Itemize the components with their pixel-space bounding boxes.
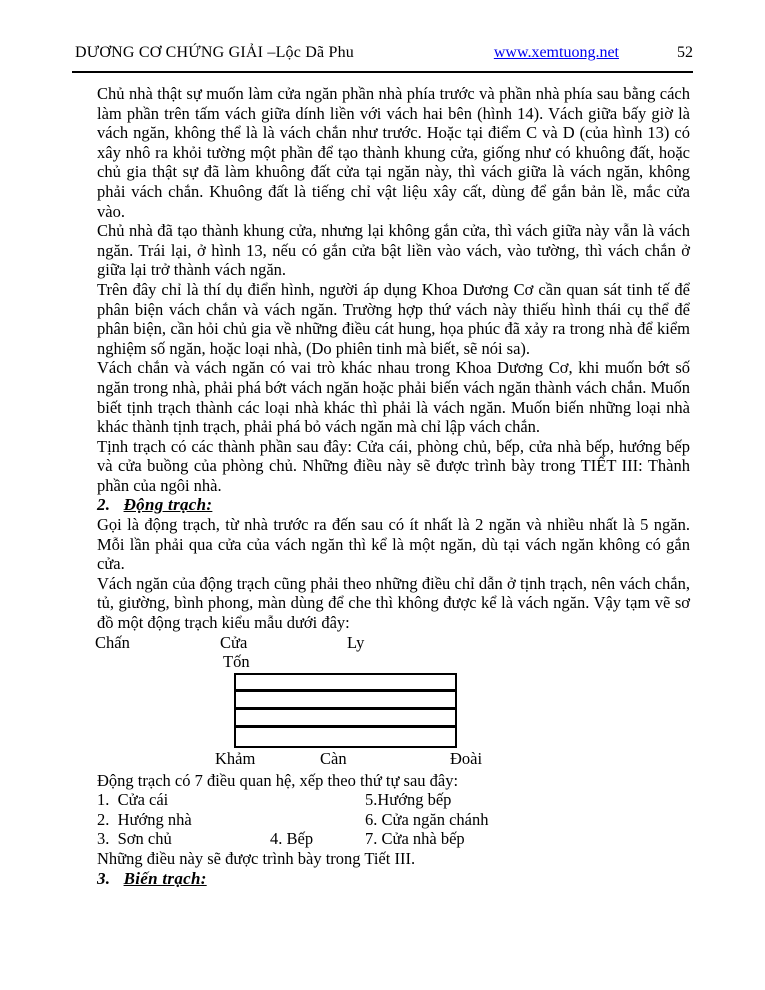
relations-row — [97, 810, 690, 830]
relation-item: 2. Hướng nhà — [97, 809, 192, 829]
document-body — [97, 84, 690, 888]
relation-item: 6. Cửa ngăn chánh — [365, 809, 489, 829]
relations-row — [97, 829, 690, 849]
section-heading-dong-trach — [97, 495, 690, 515]
relations-row — [97, 790, 690, 810]
book-title: DƯƠNG CƠ CHỨNG GIẢI –Lộc Dã Phu — [75, 44, 355, 61]
relation-item: 4. Bếp — [270, 829, 314, 849]
section-number: 3. — [97, 868, 111, 888]
diagram-label-ton: Tốn — [223, 651, 250, 671]
relation-item: 5.Hướng bếp — [365, 790, 452, 810]
diagram-label-ly: Ly — [347, 632, 365, 652]
paragraph: Tịnh trạch có các thành phần sau đây: Cửa cái, phòng chủ, bếp, cửa nhà bếp, hướng bếp và cửa buồng của phòng chủ. Những điều này sẽ được trình bày trong TIẾT III: Thành phần của ngôi nhà. — [97, 436, 690, 495]
section-number: 2. — [97, 495, 111, 515]
diagram-label-chan: Chấn — [95, 632, 130, 652]
diagram-label-cua: Cửa — [220, 632, 248, 652]
diagram-label-doai: Đoài — [450, 748, 483, 768]
paragraph: Trên đây chỉ là thí dụ điển hình, người áp dụng Khoa Dương Cơ cần quan sát tinh tế để phân biện vách chắn và vách ngăn. Trường hợp thứ vách này thiếu hình thái cụ thể để phân biện, cần hỏi chủ gia về những điều cát hung, họa phúc đã xảy ra trong nhà để kiểm nghiệm số ngăn, hoặc loại nhà, (Do phiên tinh mà biết, sẽ nói sa). — [97, 279, 690, 358]
page-header — [75, 44, 693, 62]
relations-intro: Động trạch có 7 điều quan hệ, xếp theo thứ tự sau đây: — [97, 770, 459, 790]
relation-item: 3. Sơn chủ — [97, 829, 172, 849]
paragraph: Vách ngăn của động trạch cũng phải theo những điều chỉ dẫn ở tịnh trạch, nên vách chắn, tủ, giường, bình phong, màn dùng để che thì không được kể là vách ngăn. Vậy tạm vẽ sơ đồ một động trạch kiểu mẫu dưới đây: — [97, 573, 690, 633]
paragraph: Chủ nhà thật sự muốn làm cửa ngăn phần nhà phía trước và phần nhà phía sau bằng cách làm phần trên tấm vách giữa dính liền với vách hai bên (hình 14). Vách giữa bấy giờ là vách ngăn, không thể là là vách chắn như trước. Hoặc tại điểm C và D (của hình 13) có xây nhô ra khỏi tường một phần để tạo thành khung cửa, giống như có khuông đất, hoặc chủ gia thật sự đã làm khuông đất cửa tại ngăn này, thì vách giữa là vách ngăn, không phải vách chắn. Khuông đất là tiếng chỉ vật liệu xây cất, dùng để gắn bản lề, mắc cửa vào. — [97, 84, 690, 221]
paragraph: Vách chắn và vách ngăn có vai trò khác nhau trong Khoa Dương Cơ, khi muốn bớt số ngăn trong nhà, phải phá bớt vách ngăn hoặc phải biến vách ngăn thành vách chắn. Muốn biết tịnh trạch thành các loại nhà khác thì phải là vách ngăn. Muốn biến những loại nhà khác thành tịnh trạch, phải phá bỏ vách ngăn mà chỉ lập vách chắn. — [97, 358, 690, 437]
relation-item: 1. Cửa cái — [97, 790, 169, 810]
house-plan-room — [236, 675, 455, 693]
house-plan-room — [236, 710, 455, 728]
diagram-label-kham: Khảm — [215, 748, 256, 768]
paragraph: Gọi là động trạch, từ nhà trước ra đến sau có ít nhất là 2 ngăn và nhiều nhất là 5 ngăn. Mỗi lần phải qua cửa của vách ngăn thì kể là một ngăn, dù tại vách ngăn không có gắn cửa. — [97, 515, 690, 574]
house-plan-room — [236, 692, 455, 710]
house-plan-rectangle — [234, 673, 457, 748]
section-title: Biến trạch: — [123, 868, 207, 888]
dong-trach-diagram — [97, 633, 690, 771]
diagram-label-can: Càn — [320, 748, 347, 768]
house-plan-room — [236, 728, 455, 746]
section-heading-bien-trach — [97, 869, 690, 889]
section-title: Động trạch: — [123, 495, 213, 515]
header-divider — [72, 71, 693, 73]
relation-item: 7. Cửa nhà bếp — [365, 829, 465, 849]
website-link[interactable]: www.xemtuong.net — [493, 44, 619, 61]
relations-outro: Những điều này sẽ được trình bày trong Tiết III. — [97, 849, 416, 868]
paragraph: Chủ nhà đã tạo thành khung cửa, nhưng lại không gắn cửa, thì vách giữa này vẫn là vách ngăn. Trái lại, ở hình 13, nếu có gắn cửa bật liền vào vách, vào tường, thì vách chắn ở giữa lại trở thành vách ngăn. — [97, 221, 690, 280]
page-number: 52 — [677, 44, 693, 61]
